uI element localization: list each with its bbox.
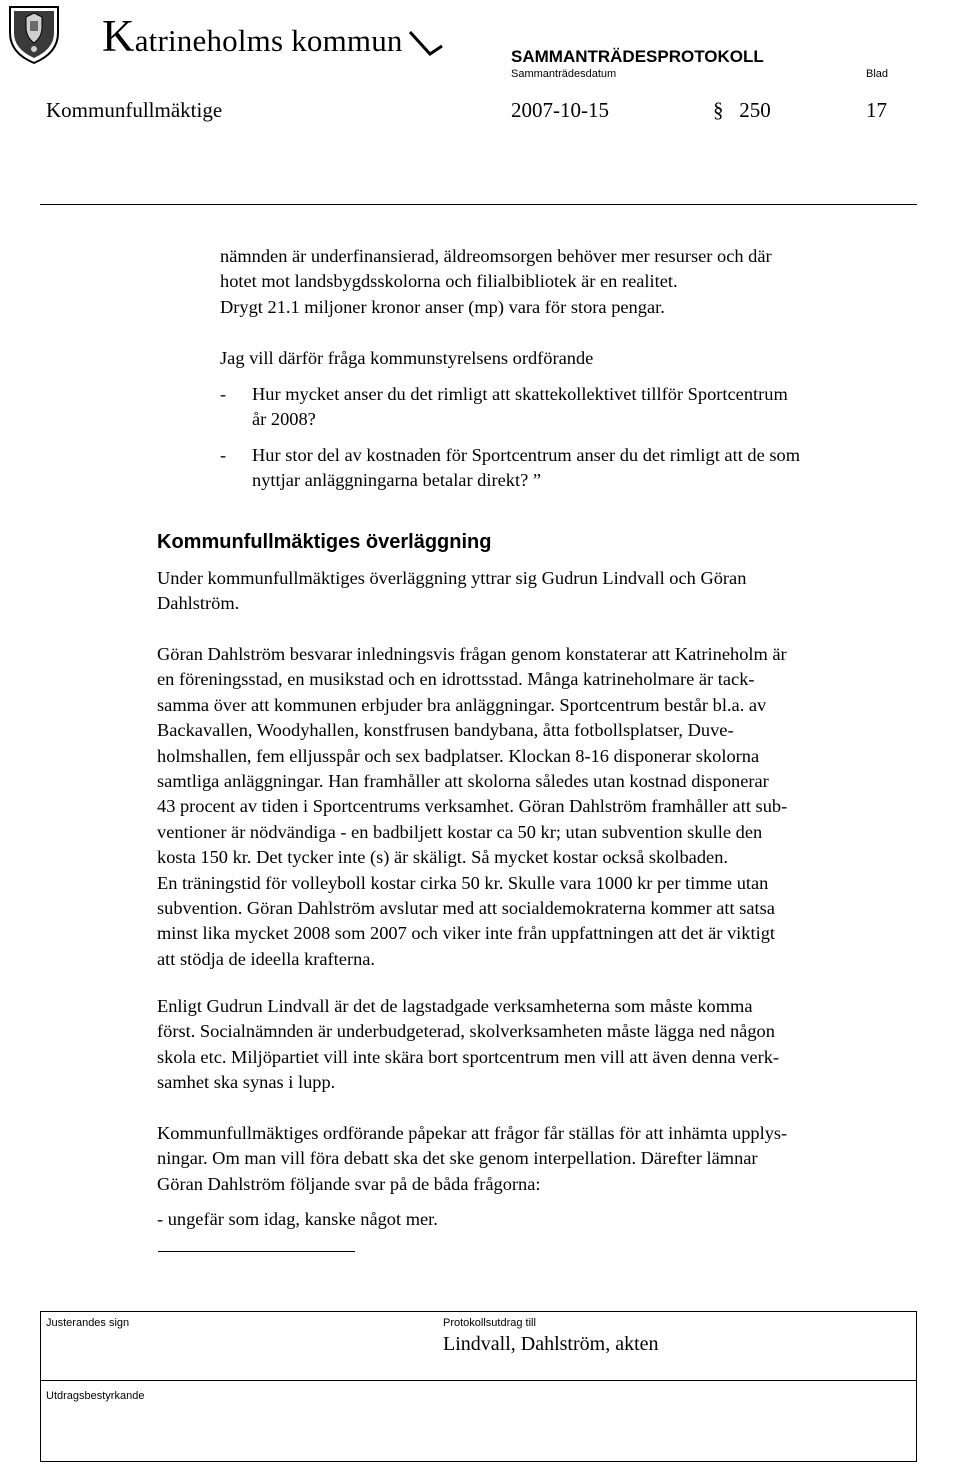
header-divider [40, 204, 917, 205]
text-line: Hur mycket anser du det rimligt att skattekollektivet tillför Sportcentrum [252, 384, 788, 404]
organization-name-rest: atrineholms kommun [134, 23, 403, 58]
text-line: Kommunfullmäktiges ordförande påpekar att frågor får ställas för att inhämta upplys- [157, 1123, 788, 1143]
municipal-crest-logo [4, 3, 82, 65]
text-line: nyttjar anläggningarna betalar direkt? ” [252, 470, 542, 491]
document-type: SAMMANTRÄDESPROTOKOLL [511, 47, 764, 66]
text-line: samma över att kommunen erbjuder bra anläggningar. Sportcentrum består bl.a. av [157, 694, 767, 715]
text-line: skola etc. Miljöpartiet vill inte skära bort sportcentrum men vill att även denna verk- [157, 1046, 780, 1067]
meeting-date: 2007-10-15 [511, 98, 609, 122]
text-line: Under kommunfullmäktiges överläggning yttrar sig Gudrun Lindvall och Göran [157, 568, 747, 588]
logo-swoosh-icon [408, 28, 444, 64]
text-line: att stödja de ideella krafterna. [157, 948, 376, 969]
text-line: minst lika mycket 2008 som 2007 och viker inte från uppfattningen att det är viktigt [157, 923, 775, 944]
page-number: 17 [866, 98, 887, 122]
bullet-dash: - [220, 384, 227, 404]
footer-divider [40, 1380, 917, 1381]
section-heading: Kommunfullmäktiges överläggning [157, 531, 492, 553]
text-line: en föreningsstad, en musikstad och en idrottsstad. Många katrineholmare är tack- [157, 669, 755, 690]
text-line: 43 procent av tiden i Sportcentrums verksamhet. Göran Dahlström framhåller att sub- [157, 796, 788, 817]
organization-name-initial: K [102, 11, 135, 61]
bullet-dash: - [220, 445, 227, 465]
question-intro: Jag vill därför fråga kommunstyrelsens ordförande [220, 348, 594, 368]
continuation-paragraph [220, 244, 772, 320]
text-line: Dahlström. [157, 593, 240, 614]
text-line: subvention. Göran Dahlström avslutar med att socialdemokraterna kommer att satsa [157, 898, 775, 919]
text-line: Backavallen, Woodyhallen, konstfrusen bandybana, åtta fotbollsplatser, Duve- [157, 720, 734, 741]
debate-intro-paragraph [157, 566, 746, 617]
end-of-section-rule [158, 1251, 355, 1252]
text-line: samhet ska synas i lupp. [157, 1072, 336, 1093]
text-line: Göran Dahlström följande svar på de båda frågorna: [157, 1173, 541, 1194]
meeting-date-caption: Sammanträdesdatum [511, 68, 617, 80]
paragraph-number [713, 98, 771, 123]
paragraph-symbol: § [713, 98, 724, 122]
text-line: nämnden är underfinansierad, äldreomsorgen behöver mer resurser och där [220, 246, 772, 266]
text-line: ningar. Om man vill föra debatt ska det ske genom interpellation. Därefter lämnar [157, 1148, 758, 1169]
text-line: Enligt Gudrun Lindvall är det de lagstadgade verksamheterna som måste komma [157, 996, 753, 1016]
organization-name [102, 11, 403, 61]
text-line: år 2008? [252, 409, 316, 430]
answer-line: - ungefär som idag, kanske något mer. [157, 1209, 438, 1229]
paragraph-number-value: 250 [739, 98, 771, 122]
text-line: ventioner är nödvändiga - en badbiljett kostar ca 50 kr; utan subvention skulle den [157, 821, 763, 842]
chair-paragraph [157, 1121, 787, 1197]
text-line: holmshallen, fem elljusspår och sex badplatser. Klockan 8-16 disponerar skolorna [157, 745, 760, 766]
utdragsbestyrkande-label: Utdragsbestyrkande [46, 1390, 145, 1402]
dahlstrom-paragraph [157, 642, 787, 972]
text-line: först. Socialnämnden är underbudgeterad, skolverksamheten måste lägga ned någon [157, 1021, 775, 1042]
text-line: Hur stor del av kostnaden för Sportcentrum anser du det rimligt att de som [252, 445, 801, 465]
text-line: samtliga anläggningar. Han framhåller att skolorna således utan kostnad disponerar [157, 771, 769, 792]
text-line: Göran Dahlström besvarar inledningsvis frågan genom konstaterar att Katrineholm är [157, 644, 787, 664]
text-line: Drygt 21.1 miljoner kronor anser (mp) vara för stora pengar. [220, 296, 665, 317]
text-line: En träningstid för volleyboll kostar cirka 50 kr. Skulle vara 1000 kr per timme utan [157, 872, 769, 893]
justerandes-sign-label: Justerandes sign [46, 1317, 130, 1329]
page-caption: Blad [866, 68, 889, 80]
text-line: hotet mot landsbygdsskolorna och filialbibliotek är en realitet. [220, 271, 678, 292]
lindvall-paragraph [157, 994, 779, 1096]
meeting-body: Kommunfullmäktige [46, 98, 223, 122]
text-line: kosta 150 kr. Det tycker inte (s) är skäligt. Så mycket kostar också skolbaden. [157, 847, 728, 868]
protokollsutdrag-label: Protokollsutdrag till [443, 1317, 536, 1329]
protokollsutdrag-value: Lindvall, Dahlström, akten [443, 1333, 659, 1355]
